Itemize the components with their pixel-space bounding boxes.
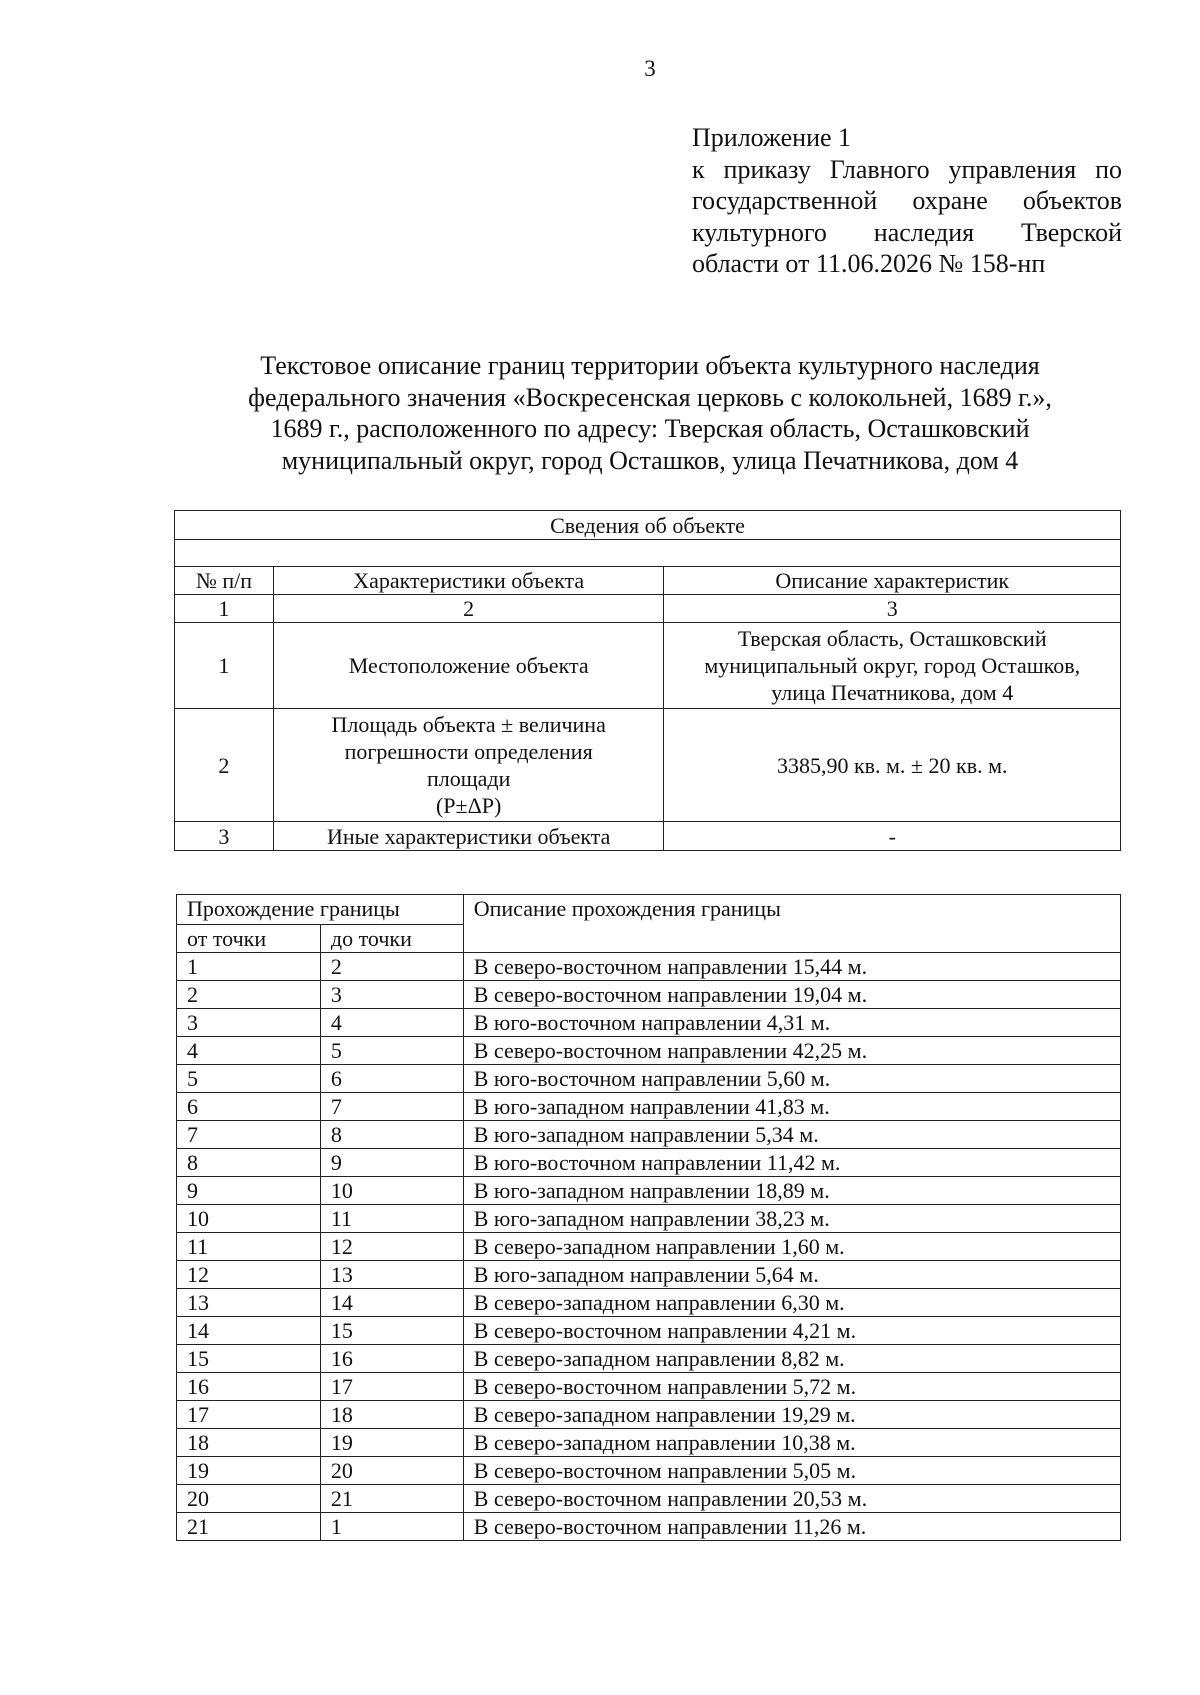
boundary-description-cell: В северо-западном направлении 6,30 м. xyxy=(463,1289,1120,1317)
boundary-description-cell: В северо-восточном направлении 5,72 м. xyxy=(463,1373,1120,1401)
boundary-description-cell: В северо-восточном направлении 4,21 м. xyxy=(463,1317,1120,1345)
header-number: № п/п xyxy=(175,567,274,595)
boundary-description-cell: В северо-восточном направлении 42,25 м. xyxy=(463,1037,1120,1065)
header-characteristic: Характеристики объекта xyxy=(273,567,664,595)
to-point-cell: 5 xyxy=(320,1037,463,1065)
from-point-cell: 17 xyxy=(177,1401,321,1429)
from-point-cell: 11 xyxy=(177,1233,321,1261)
table-row xyxy=(177,1149,1121,1177)
object-table-caption: Сведения об объекте xyxy=(175,511,1121,540)
from-point-cell: 15 xyxy=(177,1345,321,1373)
to-point-cell: 9 xyxy=(320,1149,463,1177)
boundary-description-cell: В северо-восточном направлении 15,44 м. xyxy=(463,953,1120,981)
from-point-cell: 3 xyxy=(177,1009,321,1037)
from-point-cell: 13 xyxy=(177,1289,321,1317)
row-description: 3385,90 кв. м. ± 20 кв. м. xyxy=(664,709,1121,822)
to-point-cell: 15 xyxy=(320,1317,463,1345)
table-row xyxy=(177,1233,1121,1261)
table-row xyxy=(177,1345,1121,1373)
from-point-cell: 7 xyxy=(177,1121,321,1149)
appendix-line: государственной охране объектов xyxy=(692,186,1122,215)
row-description xyxy=(664,623,1121,709)
page-number: 3 xyxy=(644,56,656,81)
table-row xyxy=(177,1485,1121,1513)
from-point-cell: 21 xyxy=(177,1513,321,1541)
boundary-description-cell: В юго-западном направлении 38,23 м. xyxy=(463,1205,1120,1233)
boundary-description-cell: В юго-западном направлении 41,83 м. xyxy=(463,1093,1120,1121)
row-characteristic: Местоположение объекта xyxy=(273,623,664,709)
to-point-cell: 12 xyxy=(320,1233,463,1261)
table-row xyxy=(177,1177,1121,1205)
to-point-cell: 6 xyxy=(320,1065,463,1093)
row-characteristic: Иные характеристики объекта xyxy=(273,822,664,851)
appendix-line: к приказу Главного управления по xyxy=(692,154,1122,184)
table-row xyxy=(177,1205,1121,1233)
to-point-cell: 11 xyxy=(320,1205,463,1233)
table-row xyxy=(177,1037,1121,1065)
to-point-cell: 16 xyxy=(320,1345,463,1373)
from-point-cell: 9 xyxy=(177,1177,321,1205)
from-point-cell: 16 xyxy=(177,1373,321,1401)
header-description: Описание характеристик xyxy=(664,567,1121,595)
characteristic-line: погрешности определения xyxy=(344,739,593,764)
boundary-description-cell: В юго-западном направлении 18,89 м. xyxy=(463,1177,1120,1205)
title-line: муниципальный округ, город Осташков, улица Печатникова, дом 4 xyxy=(281,445,1019,475)
table-row xyxy=(177,1009,1121,1037)
from-point-cell: 2 xyxy=(177,981,321,1009)
table-row xyxy=(177,1093,1121,1121)
appendix-line: культурного наследия Тверской xyxy=(692,217,1122,247)
boundary-description-cell: В северо-западном направлении 19,29 м. xyxy=(463,1401,1120,1429)
empty-row xyxy=(175,540,1121,567)
from-point-cell: 12 xyxy=(177,1261,321,1289)
boundary-description-cell: В юго-восточном направлении 5,60 м. xyxy=(463,1065,1120,1093)
to-point-cell: 19 xyxy=(320,1429,463,1457)
table-row xyxy=(175,709,1121,822)
boundary-description-cell: В северо-западном направлении 10,38 м. xyxy=(463,1429,1120,1457)
row-number: 3 xyxy=(175,822,274,851)
to-point-cell: 10 xyxy=(320,1177,463,1205)
column-number-label: 3 xyxy=(664,595,1121,623)
to-point-cell: 18 xyxy=(320,1401,463,1429)
appendix-line: области от 11.06.2026 № 158-нп xyxy=(692,249,1046,278)
from-point-cell: 10 xyxy=(177,1205,321,1233)
to-point-cell: 21 xyxy=(320,1485,463,1513)
table-row xyxy=(177,1429,1121,1457)
boundary-description-cell: В северо-западном направлении 8,82 м. xyxy=(463,1345,1120,1373)
boundary-description-cell: В северо-западном направлении 1,60 м. xyxy=(463,1233,1120,1261)
to-point-cell: 20 xyxy=(320,1457,463,1485)
header-boundary-passage: Прохождение границы xyxy=(177,895,464,925)
boundary-description-cell: В юго-западном направлении 5,64 м. xyxy=(463,1261,1120,1289)
boundary-table xyxy=(176,894,1121,1541)
table-row xyxy=(177,1065,1121,1093)
column-number-label: 1 xyxy=(175,595,274,623)
table-row xyxy=(175,822,1121,851)
title-line: федерального значения «Воскресенская церковь с колокольней, 1689 г.», xyxy=(248,382,1052,412)
to-point-cell: 7 xyxy=(320,1093,463,1121)
row-description: - xyxy=(664,822,1121,851)
document-title xyxy=(160,350,1140,476)
table-row xyxy=(177,981,1121,1009)
header-to-point: до точки xyxy=(320,925,463,953)
to-point-cell: 8 xyxy=(320,1121,463,1149)
title-line: Текстовое описание границ территории объекта культурного наследия xyxy=(260,351,1040,380)
table-row xyxy=(177,953,1121,981)
row-number: 1 xyxy=(175,623,274,709)
boundary-description-cell: В северо-восточном направлении 5,05 м. xyxy=(463,1457,1120,1485)
description-line: улица Печатникова, дом 4 xyxy=(771,680,1014,705)
from-point-cell: 1 xyxy=(177,953,321,981)
table-row xyxy=(177,1401,1121,1429)
table-row xyxy=(177,1289,1121,1317)
from-point-cell: 6 xyxy=(177,1093,321,1121)
row-number: 2 xyxy=(175,709,274,822)
header-from-point: от точки xyxy=(177,925,321,953)
from-point-cell: 8 xyxy=(177,1149,321,1177)
characteristic-line: (P±ΔP) xyxy=(435,793,502,818)
to-point-cell: 2 xyxy=(320,953,463,981)
table-row xyxy=(177,1457,1121,1485)
characteristic-line: Площадь объекта ± величина xyxy=(331,712,606,737)
to-point-cell: 17 xyxy=(320,1373,463,1401)
boundary-description-cell: В юго-восточном направлении 11,42 м. xyxy=(463,1149,1120,1177)
to-point-cell: 13 xyxy=(320,1261,463,1289)
from-point-cell: 14 xyxy=(177,1317,321,1345)
appendix-line: Приложение 1 xyxy=(692,123,852,152)
to-point-cell: 14 xyxy=(320,1289,463,1317)
column-number-label: 2 xyxy=(273,595,664,623)
table-row xyxy=(177,1513,1121,1541)
object-info-table xyxy=(174,510,1121,851)
table-row xyxy=(175,623,1121,709)
to-point-cell: 4 xyxy=(320,1009,463,1037)
boundary-description-cell: В северо-восточном направлении 20,53 м. xyxy=(463,1485,1120,1513)
table-row xyxy=(177,1261,1121,1289)
from-point-cell: 18 xyxy=(177,1429,321,1457)
title-line: 1689 г., расположенного по адресу: Тверская область, Осташковский xyxy=(270,414,1030,443)
table-row xyxy=(177,1373,1121,1401)
boundary-description-cell: В северо-восточном направлении 19,04 м. xyxy=(463,981,1120,1009)
boundary-description-cell: В северо-восточном направлении 11,26 м. xyxy=(463,1513,1120,1541)
appendix-block xyxy=(692,122,1122,280)
from-point-cell: 5 xyxy=(177,1065,321,1093)
header-boundary-description: Описание прохождения границы xyxy=(463,895,1120,953)
boundary-description-cell: В юго-западном направлении 5,34 м. xyxy=(463,1121,1120,1149)
description-line: Тверская область, Осташковский xyxy=(737,626,1047,651)
to-point-cell: 1 xyxy=(320,1513,463,1541)
row-characteristic xyxy=(273,709,664,822)
characteristic-line: площади xyxy=(426,766,511,791)
from-point-cell: 19 xyxy=(177,1457,321,1485)
from-point-cell: 20 xyxy=(177,1485,321,1513)
boundary-description-cell: В юго-восточном направлении 4,31 м. xyxy=(463,1009,1120,1037)
from-point-cell: 4 xyxy=(177,1037,321,1065)
description-line: муниципальный округ, город Осташков, xyxy=(704,653,1081,678)
to-point-cell: 3 xyxy=(320,981,463,1009)
table-row xyxy=(177,1317,1121,1345)
table-row xyxy=(177,1121,1121,1149)
